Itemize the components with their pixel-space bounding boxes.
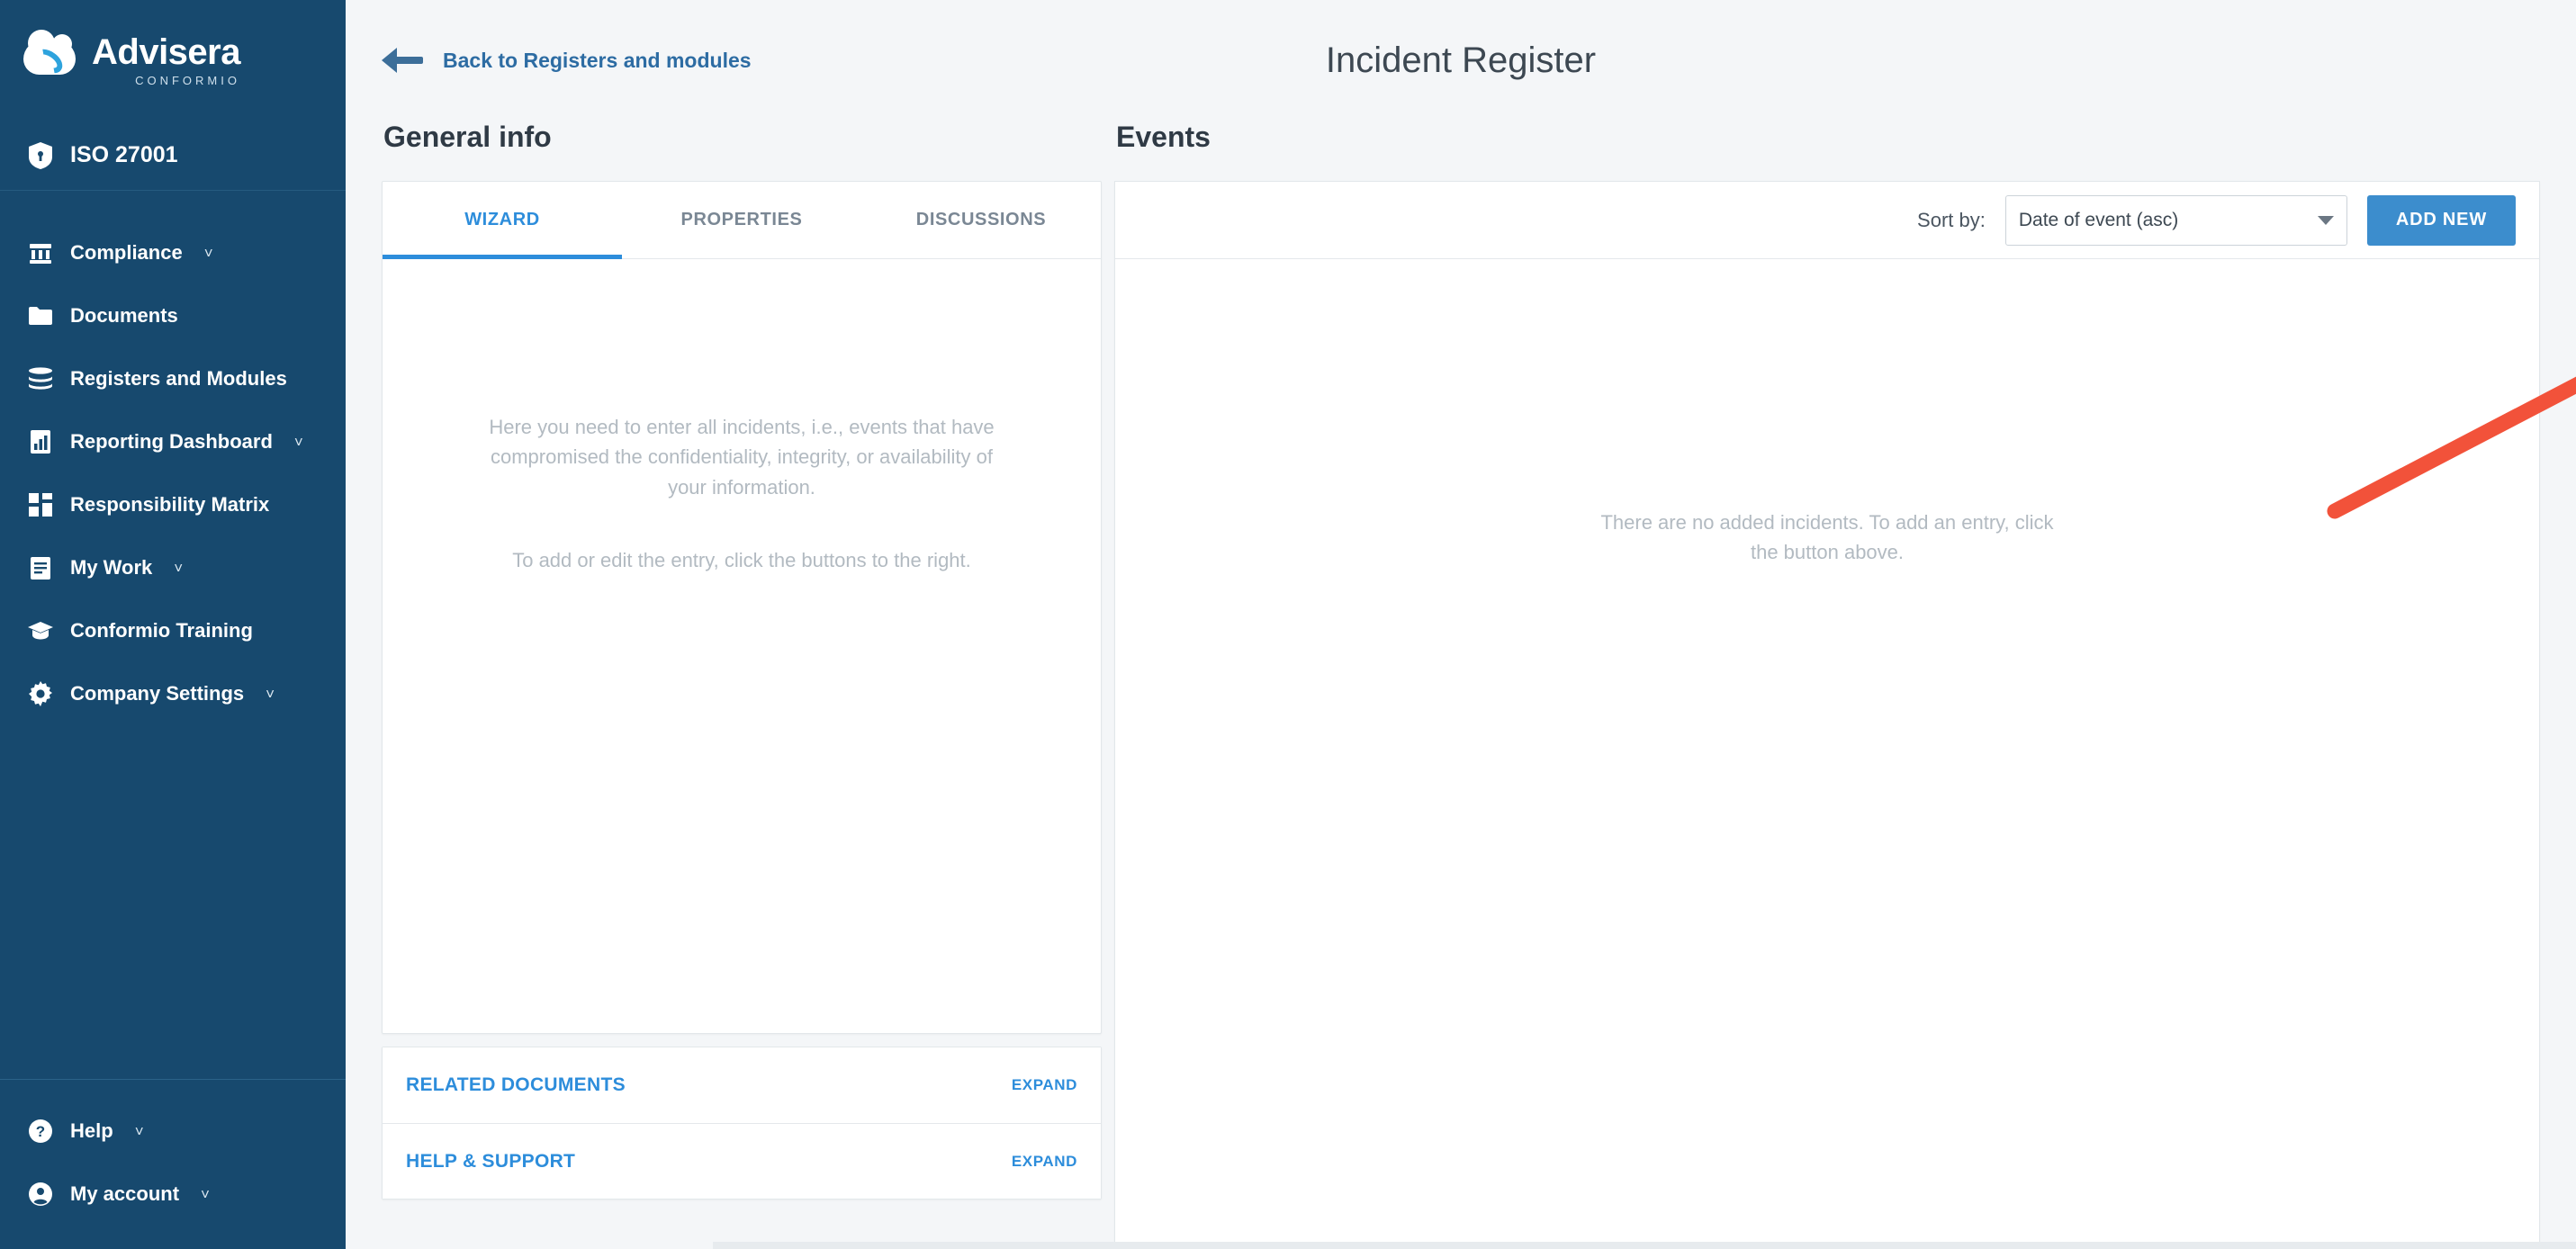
brand-text (92, 34, 240, 86)
sidebar-item-label: Registers and Modules (70, 367, 287, 390)
sidebar-item-label: Conformio Training (70, 619, 253, 642)
brand[interactable] (0, 0, 346, 121)
accordion-expand-label[interactable]: EXPAND (1011, 1076, 1077, 1093)
sidebar-item-company-settings[interactable] (0, 662, 346, 725)
tab-wizard[interactable]: WIZARD (383, 182, 622, 258)
sidebar-item-compliance[interactable] (0, 221, 346, 284)
sidebar-item-label: Help (70, 1119, 113, 1142)
database-icon (27, 365, 54, 392)
gear-icon (27, 680, 54, 707)
tab-discussions[interactable]: DISCUSSIONS (915, 210, 1047, 229)
sidebar-item-label: Documents (70, 304, 178, 327)
events-toolbar (1115, 182, 2539, 259)
grid-icon (27, 491, 54, 518)
chevron-down-icon: ˅ (201, 1185, 210, 1203)
general-info-tabs (383, 182, 1101, 259)
chevron-down-icon: ˅ (266, 685, 275, 703)
sidebar-item-label: Responsibility Matrix (70, 493, 270, 516)
general-info-card (382, 181, 1102, 1034)
cloud-logo-icon (23, 37, 79, 84)
chevron-down-icon: ˅ (293, 433, 303, 451)
clipboard-icon (27, 554, 54, 581)
chevron-down-icon (2318, 216, 2334, 225)
accordion-title: HELP & SUPPORT (406, 1150, 576, 1172)
sidebar-nav (0, 191, 346, 1079)
add-new-button[interactable]: ADD NEW (2367, 195, 2516, 246)
wizard-panel (383, 259, 1101, 1033)
events-column (1114, 121, 2540, 1249)
back-link-label: Back to Registers and modules (443, 48, 752, 72)
wizard-description-primary: Here you need to enter all incidents, i.e., events that have compromised the confidentiality, integrity, or availability of your information. (489, 416, 995, 499)
events-empty-state (1115, 259, 2539, 1248)
sidebar-item-help[interactable] (0, 1100, 346, 1163)
sidebar-item-registers-and-modules[interactable] (0, 347, 346, 410)
sidebar-item-label: Company Settings (70, 682, 245, 705)
sidebar-standard-label: ISO 27001 (70, 142, 178, 167)
wizard-description-secondary: To add or edit the entry, click the buttons to the right. (512, 549, 971, 572)
tab-properties[interactable]: PROPERTIES (680, 210, 803, 229)
sort-by-value: Date of event (asc) (2018, 209, 2179, 230)
content-columns (346, 121, 2576, 1249)
arrow-left-icon (382, 47, 423, 74)
user-circle-icon (27, 1181, 54, 1208)
report-icon (27, 428, 54, 455)
sidebar-item-label: Reporting Dashboard (70, 430, 273, 453)
general-info-heading: General info (383, 121, 552, 153)
bank-icon (27, 239, 54, 266)
sidebar-standard-iso27001[interactable] (0, 121, 346, 191)
sidebar-item-my-work[interactable] (0, 536, 346, 599)
sidebar-item-my-account[interactable] (0, 1163, 346, 1226)
accordion-title: RELATED DOCUMENTS (406, 1074, 626, 1095)
shield-icon (27, 142, 54, 169)
top-bar (346, 0, 2576, 121)
accordion-help-and-support[interactable] (383, 1123, 1101, 1199)
chevron-down-icon: ˅ (174, 559, 184, 577)
sidebar-item-label: Compliance (70, 241, 183, 264)
sidebar-item-documents[interactable] (0, 284, 346, 347)
accordion-related-documents[interactable] (383, 1047, 1101, 1123)
sidebar-item-responsibility-matrix[interactable] (0, 473, 346, 536)
sidebar-item-label: My Work (70, 556, 153, 579)
brand-name: Advisera (92, 32, 240, 72)
back-to-registers-link[interactable] (382, 47, 752, 74)
left-accordions (382, 1047, 1102, 1200)
events-card (1114, 181, 2540, 1249)
accordion-expand-label[interactable]: EXPAND (1011, 1152, 1077, 1170)
sidebar-item-label: My account (70, 1182, 180, 1205)
brand-subtitle: CONFORMIO (135, 74, 240, 87)
sort-by-select[interactable] (2005, 195, 2347, 246)
question-circle-icon (27, 1118, 54, 1145)
horizontal-scrollbar[interactable] (713, 1242, 2576, 1249)
page-title: Incident Register (1325, 40, 1597, 80)
events-empty-message: There are no added incidents. To add an entry, click the button above. (1600, 511, 2054, 563)
folder-icon (27, 302, 54, 329)
sort-by-label: Sort by: (1917, 208, 1986, 231)
events-heading: Events (1116, 121, 1211, 153)
main-area (346, 0, 2576, 1249)
graduation-cap-icon (27, 617, 54, 644)
sidebar (0, 0, 346, 1249)
chevron-down-icon: ˅ (134, 1122, 144, 1140)
sidebar-item-conformio-training[interactable] (0, 599, 346, 662)
svg-text:?: ? (35, 1123, 46, 1140)
chevron-down-icon: ˅ (203, 244, 213, 262)
sidebar-bottom-nav (0, 1079, 346, 1249)
sidebar-item-reporting-dashboard[interactable] (0, 410, 346, 473)
general-info-column (382, 121, 1102, 1249)
